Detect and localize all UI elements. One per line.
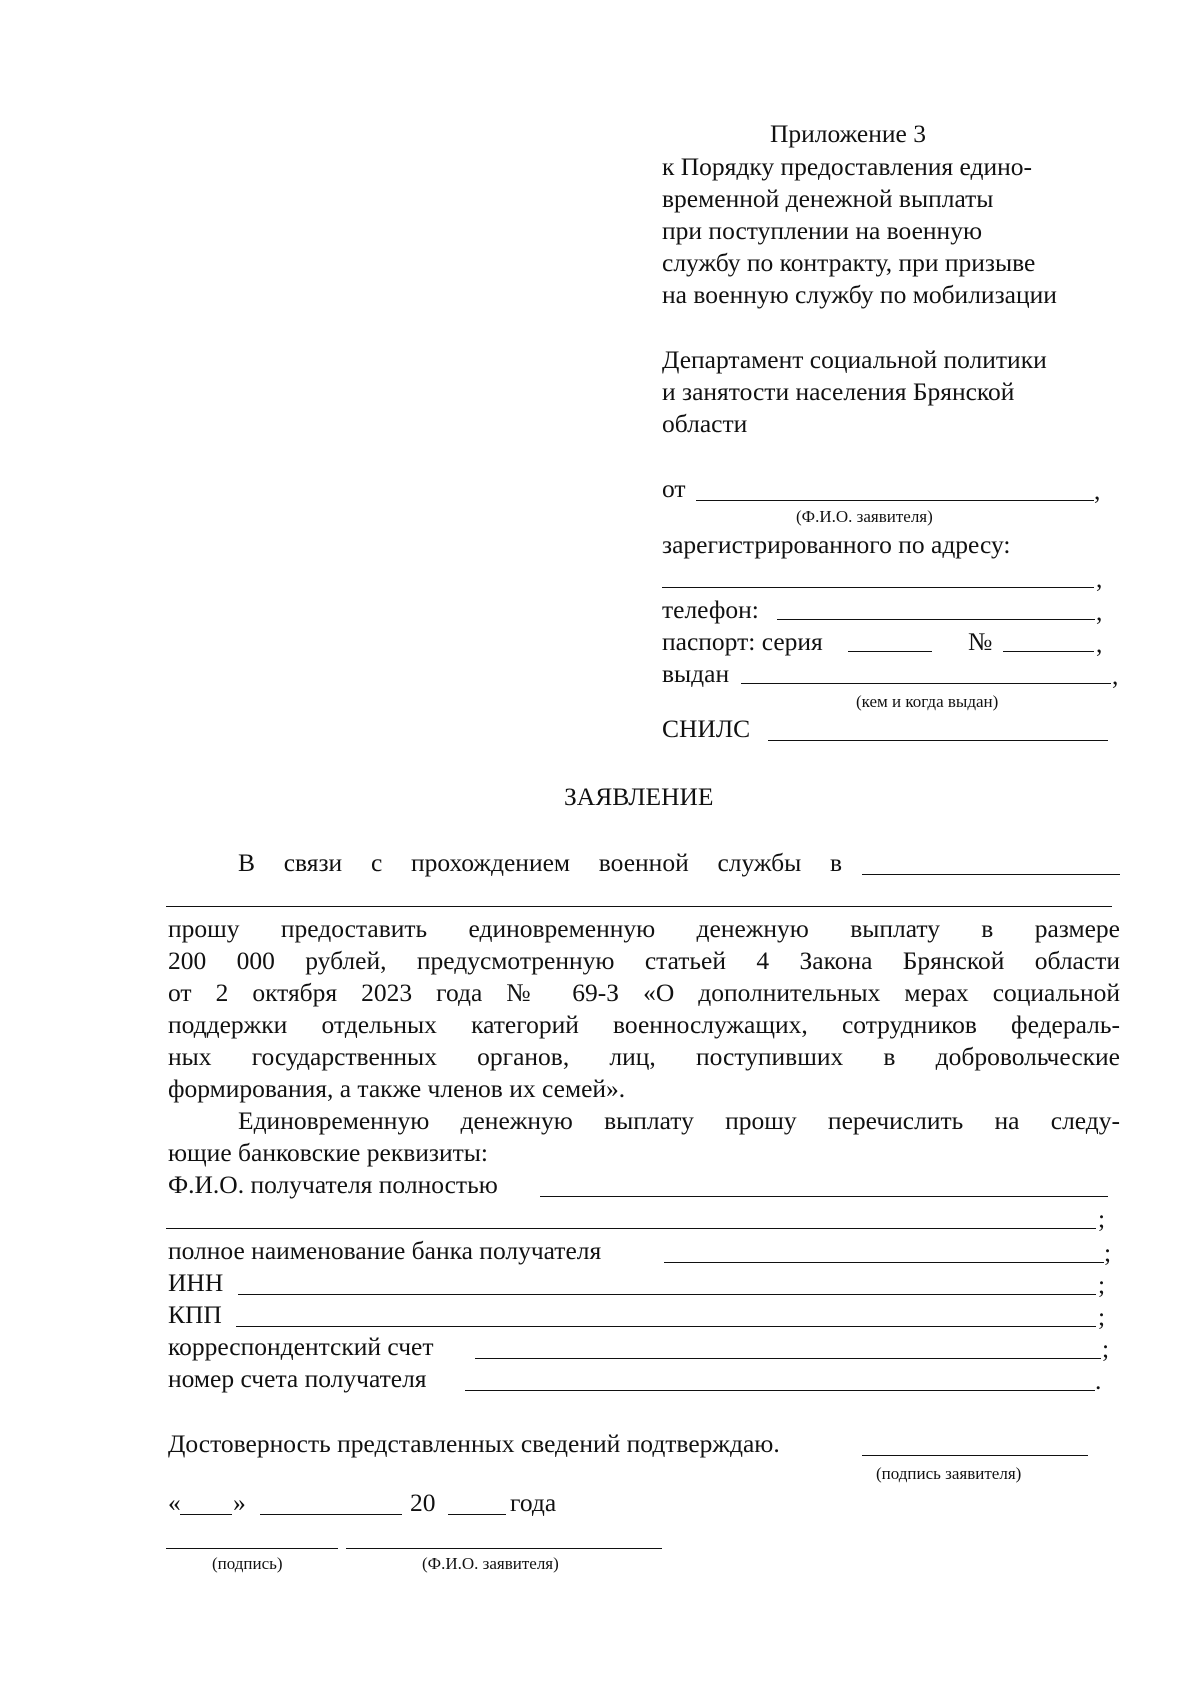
period: . [1095, 1366, 1102, 1395]
appendix-line: временной денежной выплаты [662, 184, 994, 213]
service-place-continued-line[interactable] [166, 906, 1112, 907]
inn-label: ИНН [168, 1268, 224, 1297]
phone-input-line[interactable] [777, 619, 1095, 620]
year-input-line[interactable] [448, 1514, 506, 1515]
comma: , [1096, 564, 1103, 593]
issued-input-line[interactable] [741, 683, 1111, 684]
close-quote: » [233, 1488, 246, 1517]
bank-name-label: полное наименование банка получателя [168, 1236, 602, 1265]
recipient-fio-continued-line[interactable] [166, 1228, 1096, 1229]
address-input-line[interactable] [662, 587, 1094, 588]
corr-account-input-line[interactable] [475, 1358, 1101, 1359]
comma: , [1096, 629, 1103, 658]
bank-name-input-line[interactable] [664, 1262, 1104, 1263]
appendix-title: Приложение 3 [770, 119, 926, 148]
transfer-line: Единовременную денежную выплату прошу перечислить на следу- [238, 1106, 1120, 1135]
corr-account-label: корреспондентский счет [168, 1332, 434, 1361]
signature-caption: (подпись заявителя) [876, 1464, 1022, 1483]
service-word: В [238, 848, 256, 877]
comma: , [1094, 476, 1101, 505]
snils-label: СНИЛС [662, 714, 751, 743]
semicolon: ; [1098, 1302, 1106, 1331]
service-word: в [830, 848, 843, 877]
body-line: 200 000 рублей, предусмотренную статьей 4 Закона Брянской области [168, 946, 1120, 975]
passport-series-input-line[interactable] [848, 651, 932, 652]
comma: , [1112, 661, 1119, 690]
issued-label: выдан [662, 659, 730, 688]
fio-sign-caption: (Ф.И.О. заявителя) [422, 1554, 559, 1573]
passport-label: паспорт: серия [662, 627, 823, 656]
comma: , [1096, 597, 1103, 626]
service-line [238, 850, 842, 876]
semicolon: ; [1102, 1334, 1110, 1363]
recipient-fio-input-line[interactable] [540, 1196, 1108, 1197]
semicolon: ; [1098, 1204, 1106, 1233]
sign-caption: (подпись) [212, 1554, 283, 1573]
appendix-line: к Порядку предоставления едино- [662, 152, 1032, 181]
year-prefix: 20 [410, 1488, 436, 1517]
appendix-line: на военную службу по мобилизации [662, 280, 1057, 309]
account-input-line[interactable] [465, 1390, 1095, 1391]
account-label: номер счета получателя [168, 1364, 427, 1393]
service-word: прохождением [410, 848, 571, 877]
body-line: поддержки отдельных категорий военнослужащих, сотрудников федераль- [168, 1010, 1120, 1039]
recipient-line: области [662, 409, 748, 438]
recipient-fio-label: Ф.И.О. получателя полностью [168, 1170, 498, 1199]
number-sign: № [968, 627, 993, 656]
day-input-line[interactable] [180, 1514, 232, 1515]
passport-number-input-line[interactable] [1003, 651, 1094, 652]
open-quote: « [168, 1488, 181, 1517]
fio-caption: (Ф.И.О. заявителя) [796, 507, 933, 526]
appendix-line: службу по контракту, при призыве [662, 248, 1036, 277]
semicolon: ; [1104, 1238, 1112, 1267]
confirmation-text: Достоверность представленных сведений подтверждаю. [168, 1429, 780, 1458]
snils-input-line[interactable] [768, 740, 1108, 741]
semicolon: ; [1098, 1270, 1106, 1299]
service-place-input-line[interactable] [862, 874, 1120, 875]
body-line: прошу предоставить единовременную денежную выплату в размере [168, 914, 1120, 943]
fio-signature-input-line[interactable] [346, 1548, 662, 1549]
from-label: от [662, 474, 686, 503]
kpp-input-line[interactable] [236, 1326, 1096, 1327]
month-input-line[interactable] [260, 1514, 402, 1515]
body-line: от 2 октября 2023 года № 69-З «О дополнительных мерах социальной [168, 978, 1120, 1007]
issued-caption: (кем и когда выдан) [856, 692, 999, 711]
transfer-last-line: ющие банковские реквизиты: [168, 1138, 488, 1167]
appendix-line: при поступлении на военную [662, 216, 983, 245]
address-label: зарегистрированного по адресу: [662, 530, 1011, 559]
kpp-label: КПП [168, 1300, 222, 1329]
statement-title: ЗАЯВЛЕНИЕ [564, 782, 714, 811]
service-word: службы [717, 848, 802, 877]
fio-input-line[interactable] [696, 500, 1094, 501]
recipient-line: и занятости населения Брянской [662, 377, 1015, 406]
service-word: военной [598, 848, 689, 877]
phone-label: телефон: [662, 595, 759, 624]
sign-input-line[interactable] [166, 1548, 338, 1549]
inn-input-line[interactable] [238, 1294, 1096, 1295]
service-word: с [370, 848, 383, 877]
applicant-signature-line[interactable] [862, 1455, 1088, 1456]
service-word: связи [283, 848, 343, 877]
recipient-line: Департамент социальной политики [662, 345, 1047, 374]
year-suffix: года [510, 1488, 557, 1517]
body-last-line: формирования, а также членов их семей». [168, 1074, 626, 1103]
body-line: ных государственных органов, лиц, поступивших в добровольческие [168, 1042, 1120, 1071]
